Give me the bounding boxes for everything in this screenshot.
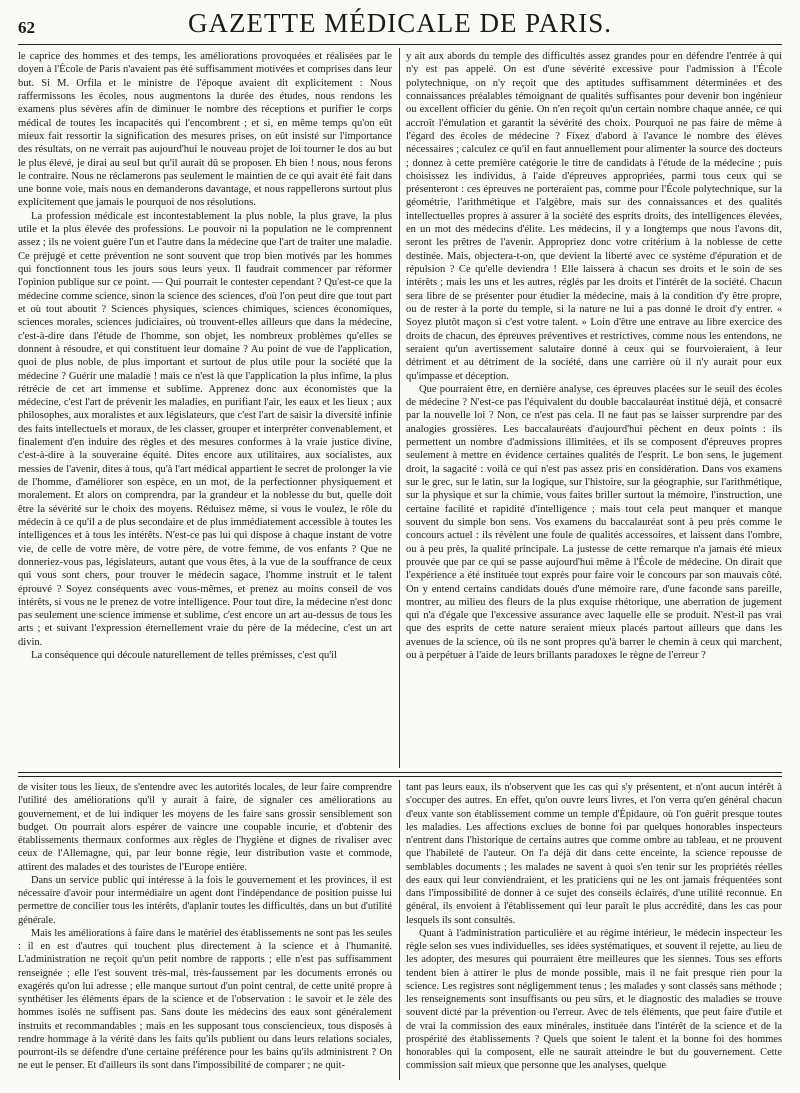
upper-right-column: [406, 50, 782, 765]
paragraph: La profession médicale est incontestablement la plus noble, la plus grave, la plus utile et la plus élevée des professions. Le pouvoir ni la population ne le comprennent assez ; ils ne voient guère l'un et l'autre dans la médecine que l'art de traiter une maladie. Ce préjugé et cette prévention ne sont souvent que trop bien motivés par les hommes qui fonctionnent tous les jours sous leurs yeux. Il faudrait commencer par réformer l'opinion publique sur ce point. — Qui pourrait le contester cependant ? Qu'est-ce que la médecine comme science, sinon la science des sciences, d'où l'on peut dire que tout part et où tout aboutit ? Sciences physiques, sciences chimiques, sciences économiques, sciences morales, sciences judiciaires, où trouvent-elles ailleurs que dans la médecine, c'est-à-dire dans l'étude de l'homme, son objet, les nombreux problèmes qu'elles se donnent à résoudre, et qui constituent leur domaine ? Au point de vue de l'application, quoi de plus noble, de plus important et surtout de plus utile pour la société que la médecine ? Guérir une maladie ! mais ce n'est là que l'application la plus infime, la plus rétrécie de cet art immense et sublime. Apprenez donc aux économistes que la médecine, c'est l'art de prévenir les maladies, en purifiant l'air, les eaux et les lieux ; aux philosophes, aux moralistes et aux législateurs, que c'est l'art de saisir la diversité infinie des faits intellectuels et moraux, de les classer, grouper et interpréter convenablement, et finalement d'en induire des règles et des mesures conformes à la vraie justice divine, c'est-à-dire à la souveraine équité. Dites encore aux utilitaires, aux socialistes, aux messies de l'avenir, dites à tous, qu'à l'art médical appartient le secret de prolonger la vie de l'homme, d'améliorer son espèce, en un mot, de la perfectionner physiquement et moralement. Et alors on comprendra, par la grandeur et la noblesse du but, quelle doit être la sévérité sur le choix des moyens. Réduisez même, si vous le voulez, le rôle du médecin à ce qu'il a de plus secondaire et de plus immédiatement accessible à toutes les intelligences et à tous les intérêts. N'est-ce pas lui qui dispose à chaque instant de votre vie, de celle de votre mère, de votre père, de votre femme, de vos enfants ? Que ne donneriez-vous pas, législateurs, autant que vous êtes, à la vue de la souffrance de ceux qui vous sont chers, pour trouver le médecin sagace, l'homme instruit et le talent éprouvé ? Soyez conséquents avec vous-mêmes, et prenez au moins conseil de vos intérêts, si vous ne le prenez de votre intelligence. Pour tout dire, la médecine n'est donc pas seulement une science immense et sublime, c'est encore un art au-dessus de tous les arts ; et suivant l'expression éternellement vraie du père de la médecine, c'est un art divin.: [18, 210, 392, 648]
paragraph: Mais les améliorations à faire dans le matériel des établissements ne sont pas les seules : il en est d'autres qui touchent plus directement à la science et à l'humanité. L'administration ne reçoit qu'un petit nombre de rapports ; elle n'est pas suffisamment renseignée ; elle l'est souvent très-mal, très-faussement par les documents erronés ou exagérés qu'on lui adresse ; elle manque surtout d'un point central, de cette unité propre à synthétiser les éléments épars de la science et de l'observation : le savoir et le zèle des hommes isolés ne suffisent pas. Sans doute les médecins des eaux sont généralement instruits et recommandables ; mais en les supposant tous consciencieux, tous disposés à rendre hommage à la vérité dans les faits qu'ils publient ou dans leurs relations sociales, pourront-ils se défendre d'une certaine préférence pour les bains qu'ils administrent ? On ne eut le penser. Et d'ailleurs ils sont dans l'impossibilité de comparer ; ne quit-: [18, 927, 392, 1072]
upper-column-divider: [399, 48, 400, 768]
paragraph: Dans un service public qui intéresse à la fois le gouvernement et les provinces, il est nécessaire d'avoir pour intermédiaire un agent dont l'indépendance de position puisse lui permettre de concilier tous les intérêts, d'aplanir toutes les difficultés, dans un but d'utilité générale.: [18, 874, 392, 926]
page-header: [14, 6, 786, 38]
paragraph: Que pourraient être, en dernière analyse, ces épreuves placées sur le seuil des écoles de médecine ? N'est-ce pas l'équivalent du double baccalauréat institué déjà, et consacré par la nouvelle loi ? Non, ce n'est pas cela. Il ne faut pas se laisser surprendre par des analogies grossières. Les baccalauréats d'aujourd'hui pèchent en deux points : ils permettent un nombre d'admissions illimitées, et ils se composent d'épreuves propres seulement à mettre en évidence certaines qualités de l'esprit. Le bon sens, le jugement droit, la sagacité : voilà ce qui n'est pas assez pris en considération. Dans vos examens sur le grec, sur le latin, sur la logique, sur l'histoire, sur la géographie, sur l'arithmétique, sur la physique et sur la chimie, vous faites briller surtout la mémoire, l'instruction, une certaine facilité et rapidité d'intelligence ; mais tout cela peut manquer et manque souvent du simple bon sens. Vos examens du baccalauréat sont à peu près comme le concours actuel : ils révèlent une foule de qualités accessoires, et laissent dans l'ombre, ou à peu près, la qualité principale. La justesse de cette remarque n'a jamais été mieux prouvée que par ce qui se passe aujourd'hui même à l'École de médecine. On dirait que l'expérience a été instituée tout exprès pour faire voir le concours par son mauvais côté. On y entend certains candidats doués d'une mémoire rare, d'une faconde sans pareille, montrer, au milieu des fleurs de la plus exquise rhétorique, une aberration de jugement qui n'a d'égale que l'excessive assurance avec laquelle elle se produit. N'est-il pas vrai que des esprits de cette nature seraient mieux placés partout ailleurs que dans les avenues de la science, où ils ne sont propres qu'à barrer le chemin à ceux qui marchent, ou à perpétuer à l'aide de leurs brillants paradoxes le règne de l'erreur ?: [406, 383, 782, 662]
lower-left-column: [18, 781, 392, 1081]
page-number: 62: [18, 18, 35, 37]
feuilleton-rule: [18, 772, 782, 773]
page-title: GAZETTE MÉDICALE DE PARIS.: [188, 8, 612, 38]
paragraph: tant pas leurs eaux, ils n'observent que les cas qui s'y présentent, et n'ont aucun intérêt à s'occuper des autres. En effet, qu'on ouvre leurs livres, et l'on verra qu'en général chacun d'eux vante son établissement comme un temple d'Épidaure, où l'on guérit presque toutes les maladies. Les affections exclues de bonne foi par quelques honorables inspecteurs n'entrent dans l'historique de certains autres que comme ombre au tableau, et ne prouvent que l'habileté de l'auteur. On l'a déjà dit dans cette enceinte, la science repousse de semblables documents ; les malades ne savent à quoi s'en tenir sur les propriétés réelles des eaux qui leur conviendraient, et les praticiens qui ne les ont jamais fréquentées sont dans l'impossibilité de donner à ce sujet des conseils éclairés, d'une utilité reconnue. En général, ils envoient à l'établissement qui leur paraît le plus accrédité, dans les cas pour lesquels ils sont consultés.: [406, 782, 782, 926]
paragraph: y ait aux abords du temple des difficultés assez grandes pour en défendre l'entrée à qui n'y est pas appelé. On est d'une sévérité excessive pour l'admission à l'École polytechnique, on n'y reçoit que des aptitudes suffisamment déterminées et des connaissances préalables témoignant de qualités suffisantes pour devenir bon ingénieur ou excellent officier du génie. On n'en reçoit qu'un certain nombre chaque année, ce qui accroît l'émulation et garantit la sévérité des choix. Pourquoi ne pas faire de même à l'égard des écoles de médecine ? Fixez d'abord à l'avance le nombre des élèves nécessaires ; calculez ce qu'il en faut annuellement pour alimenter la source des docteurs ; donnez à cette première catégorie le titre de candidats à l'étude de la médecine ; puis choisissez les individus, à l'aide d'épreuves appropriées, parmi tous ceux qui se présenteront : ces épreuves ne porteraient pas, comme pour l'École polytechnique, sur la géométrie, l'arithmétique et l'algèbre, mais sur des connaissances et des qualités intellectuelles propres à assurer à la société des esprits droits, des intelligences élevées, en un mot des médecins d'élite. Les médecins, il y a longtemps que nous l'avons dit, seront les prêtres de l'avenir. Appropriez donc votre critérium à la noblesse de cette destinée. Mais, objectera-t-on, que devient la liberté avec ce système d'épuration et de répulsion ? Ce qu'elle deviendra ! Elle laissera à chacun ses droits et le soin de ses intérêts ; mais les uns et les autres, réglés par les droits et l'intérêt de la société. Chacun sera libre de se présenter pour étudier la médecine, mais à la condition d'y être propre, ou de rester à la porte du temple, si la nature ne lui a pas donné le droit d'y entrer. « Soyez plutôt maçon si c'est votre talent. » Loin d'être une entrave au libre exercice des droits de chacun, des épreuves préventives et restrictives, comme nous les entendons, ne seraient qu'un avertissement salutaire donné à ceux qui se fourvoieraient, à leur détriment et au détriment de la société, dans une carrière où il n'y aurait pour eux qu'impasse et déception.: [406, 51, 782, 382]
lower-right-column: [406, 781, 782, 1081]
paragraph: La conséquence qui découle naturellement de telles prémisses, c'est qu'il: [31, 650, 338, 662]
paragraph: de visiter tous les lieux, de s'entendre avec les autorités locales, de leur faire comprendre l'utilité des améliorations qu'il y aurait à faire, de signaler ces améliorations au gouvernement, et de lui indiquer les moyens de les faire sans grossir sensiblement son budget. On pourrait alors espérer de vaincre une coupable incurie, et d'obtenir des établissements thermaux conformes aux règles de l'hygiène et dignes de rivaliser avec ceux de l'Allemagne, qui, par leur bonne régie, leur distribution vaste et commode, attirent des malades et des touristes de l'Europe entière.: [18, 782, 392, 873]
paragraph: le caprice des hommes et des temps, les améliorations provoquées et réalisées par le doyen à l'École de Paris n'avaient pas été suffisamment motivées et comprises dans leur but. Si M. Orfila et le ministre de l'époque avaient dit explicitement : Nous raffermissons les écoles, nous augmentons la durée des études, nous rendons les examens plus sévères afin de diminuer le nombre des réceptions et purifier le corps médical de toutes les incapacités qui l'encombrent ; et si, en même temps qu'on eût mieux fait ressortir la signification des mesures prises, on eût insisté sur l'importance des résultats, on ne verrait pas aujourd'hui le nouveau projet de loi tourner le dos au but le plus élevé, je dirai au seul but qu'il aurait dû se proposer. Eh bien ! nous, nous ferons le contraire. Nous ne réclamerons pas seulement le maintien de ce qui avait été fait dans une bonne voie, mais nous en demanderons davantage, et nous rappellerons surtout plus explicitement que jamais le pourquoi de nos résolutions.: [18, 51, 392, 209]
paragraph: Quant à l'administration particulière et au régime intérieur, le médecin inspecteur les règle selon ses vues individuelles, ses idées systématiques, et souvent il rejette, au lieu de les adopter, des mesures qui pourraient être meilleures que les siennes. Tous ses efforts tendent bien à attirer le plus de monde possible, mais il ne fait presque rien pour la science. Les registres sont négligemment tenus ; les malades y sont classés sans méthode ; les renseignements sont insuffisants ou peu sûrs, et le diagnostic des maladies se trouve souvent dicté par la prévention ou l'erreur. Avec de tels éléments, que peut faire d'utile et de vrai la commission des eaux minérales, instituée dans l'intérêt de la science et de la prospérité des établissements ? Quels que soient le talent et la bonne foi des hommes honorables qui la composent, elle ne saurait atteindre le but du gouvernement. Cette commission sait mieux que personne que les analyses, quelque: [406, 927, 782, 1072]
feuilleton-rule-second: [18, 776, 782, 777]
header-rule: [18, 44, 782, 45]
lower-column-divider: [399, 780, 400, 1080]
upper-left-column: [18, 50, 392, 765]
